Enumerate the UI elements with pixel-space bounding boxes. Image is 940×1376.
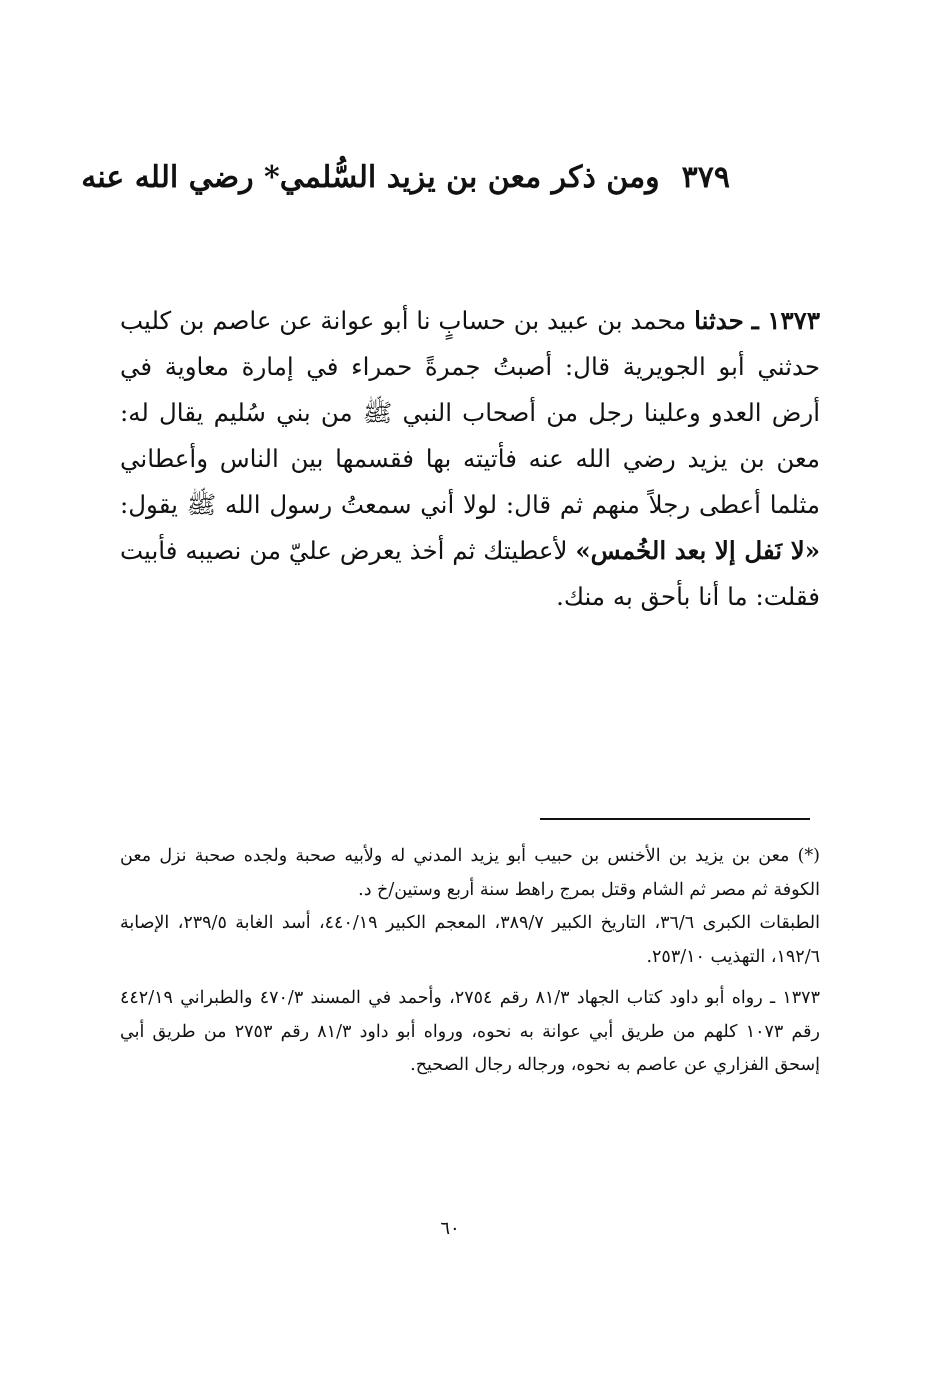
chapter-title: ومن ذكر معن بن يزيد السُّلمي* رضي الله عنه <box>81 160 660 195</box>
chapter-number: ٣٧٩ <box>681 160 730 195</box>
hadith-prophetic-quote: «لا نَفل إلا بعد الخُمس» <box>575 536 821 565</box>
hadith-text-part-1: محمد بن عبيد بن حسابٍ نا أبو عوانة عن عاصم بن كليب حدثني أبو الجويرية قال: أصبتُ جمرةً حمراء في إمارة معاوية في أرض العدو وعلينا رجل من أصحاب النبي ﷺ من بني سُليم يقال له: معن بن يزيد رضي الله عنه فأتيته بها فقسمها بين الناس وأعطاني مثلما أعطى رجلاً منهم ثم قال: لولا أني سمعتُ رسول الله ﷺ يقول: <box>120 306 820 519</box>
chapter-heading <box>81 148 730 208</box>
hadith-lead-word: حدثنا <box>694 306 744 335</box>
hadith-number: ١٣٧٣ ـ <box>751 306 820 335</box>
footnotes <box>120 840 820 1083</box>
page-number: ٦٠ <box>440 1218 460 1239</box>
footnote-biography: (*) معن بن يزيد بن الأخنس بن حبيب أبو يزيد المدني له ولأبيه صحبة ولجده صحبة نزل معن الكوفة ثم مصر ثم الشام وقتل بمرج راهط سنة أربع وستين/خ د. <box>120 846 820 900</box>
footnote-references: الطبقات الكبرى ٣٦/٦، التاريخ الكبير ٣٨٩/٧، المعجم الكبير ٤٤٠/١٩، أسد الغابة ٢٣٩/٥، الإصابة ١٩٢/٦، التهذيب ٢٥٣/١٠. <box>120 913 821 967</box>
footnote-gap <box>120 974 820 982</box>
hadith-body <box>120 298 820 620</box>
hadith-text-part-2: لأعطيتك ثم أخذ يعرض عليّ من نصيبه فأبيت فقلت: ما أنا بأحق به منك. <box>120 536 820 611</box>
footnote-takhrij: ١٣٧٣ ـ رواه أبو داود كتاب الجهاد ٨١/٣ رقم ٢٧٥٤، وأحمد في المسند ٤٧٠/٣ والطبراني ٤٤٢/١٩ رقم ١٠٧٣ كلهم من طريق أبي عوانة به نحوه، ورواه أبو داود ٨١/٣ رقم ٢٧٥٣ من طريق أبي إسحق الفزاري عن عاصم به نحوه، ورجاله رجال الصحيح. <box>120 988 821 1075</box>
footnote-divider <box>540 818 810 820</box>
